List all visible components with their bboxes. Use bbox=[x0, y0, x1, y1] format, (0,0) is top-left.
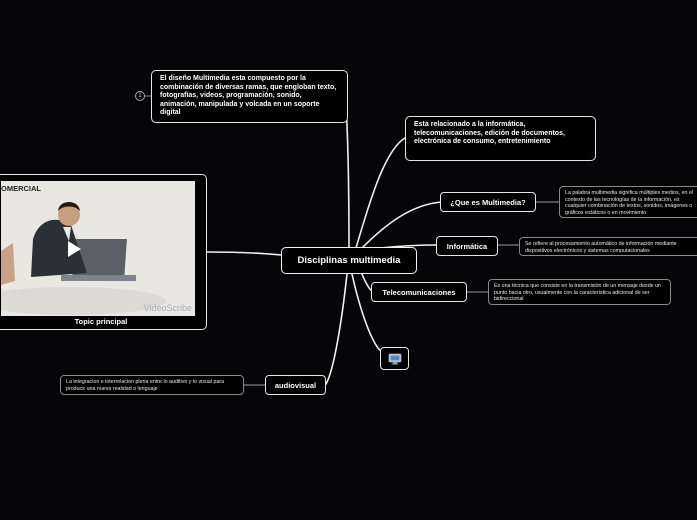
telecomunicaciones-label: Telecomunicaciones bbox=[382, 287, 456, 297]
intro-text: El diseño Multimedia esta compuesto por la combinación de diversas ramas, que engloban texto, fotografías, videos, programación, sonido, animación, manipulada y volcada en un soporte digital bbox=[160, 75, 337, 117]
video-brand: VideoScribe bbox=[143, 303, 192, 313]
telecomunicaciones-node[interactable] bbox=[371, 282, 467, 302]
video-thumbnail[interactable] bbox=[1, 181, 195, 316]
que-es-multimedia-node[interactable] bbox=[440, 192, 536, 212]
que-es-multimedia-note-text: La palabra multimedia significa múltiples medios, en el contexto de las tecnologías de la información, es cualquier combinación de textos, sonidos, imágenes o gráficos estáticos o en movimiento bbox=[565, 190, 694, 216]
intro-node[interactable] bbox=[151, 70, 348, 123]
informatica-note[interactable] bbox=[519, 237, 697, 256]
informatica-node[interactable] bbox=[436, 236, 498, 256]
computer-node[interactable] bbox=[380, 347, 409, 370]
informatica-label: Informática bbox=[446, 241, 488, 251]
audiovisual-note[interactable] bbox=[60, 375, 244, 395]
audiovisual-node[interactable] bbox=[265, 375, 326, 395]
topic-principal-node[interactable] bbox=[0, 174, 207, 330]
central-topic-label: Disciplinas multimedia bbox=[297, 255, 401, 266]
computer-icon bbox=[388, 353, 402, 365]
video-title: OMERCIAL bbox=[1, 184, 41, 193]
play-icon[interactable] bbox=[62, 238, 84, 260]
related-node[interactable] bbox=[405, 116, 596, 161]
informatica-note-text: Se refiere al procesamiento automático de información mediante dispositivos electrónicos y sistemas computacionales bbox=[525, 241, 677, 254]
audiovisual-label: audiovisual bbox=[274, 380, 317, 390]
central-topic[interactable] bbox=[281, 247, 417, 274]
audiovisual-note-text: La integracion e interrelacion plena entre lo auditivo y lo visual para producir una nueva realidad o lenguaje bbox=[66, 379, 225, 392]
video-illustration bbox=[1, 181, 195, 316]
que-es-multimedia-label: ¿Que es Multimedia? bbox=[450, 197, 526, 207]
topic-principal-label: Topic principal bbox=[74, 317, 128, 326]
telecomunicaciones-note[interactable] bbox=[488, 279, 671, 305]
que-es-multimedia-note[interactable] bbox=[559, 186, 697, 218]
topic-count-badge[interactable]: 1 bbox=[135, 91, 145, 101]
telecomunicaciones-note-text: Es una técnica que consiste en la transmisión de un mensaje desde un punto hacia otro, usualmente con la característica adicional de ser bidireccional bbox=[494, 283, 661, 303]
related-text: Esta relacionado a la informática, telecomunicaciones, edición de documentos, electrónica de consumo, entretenimiento bbox=[414, 121, 565, 146]
